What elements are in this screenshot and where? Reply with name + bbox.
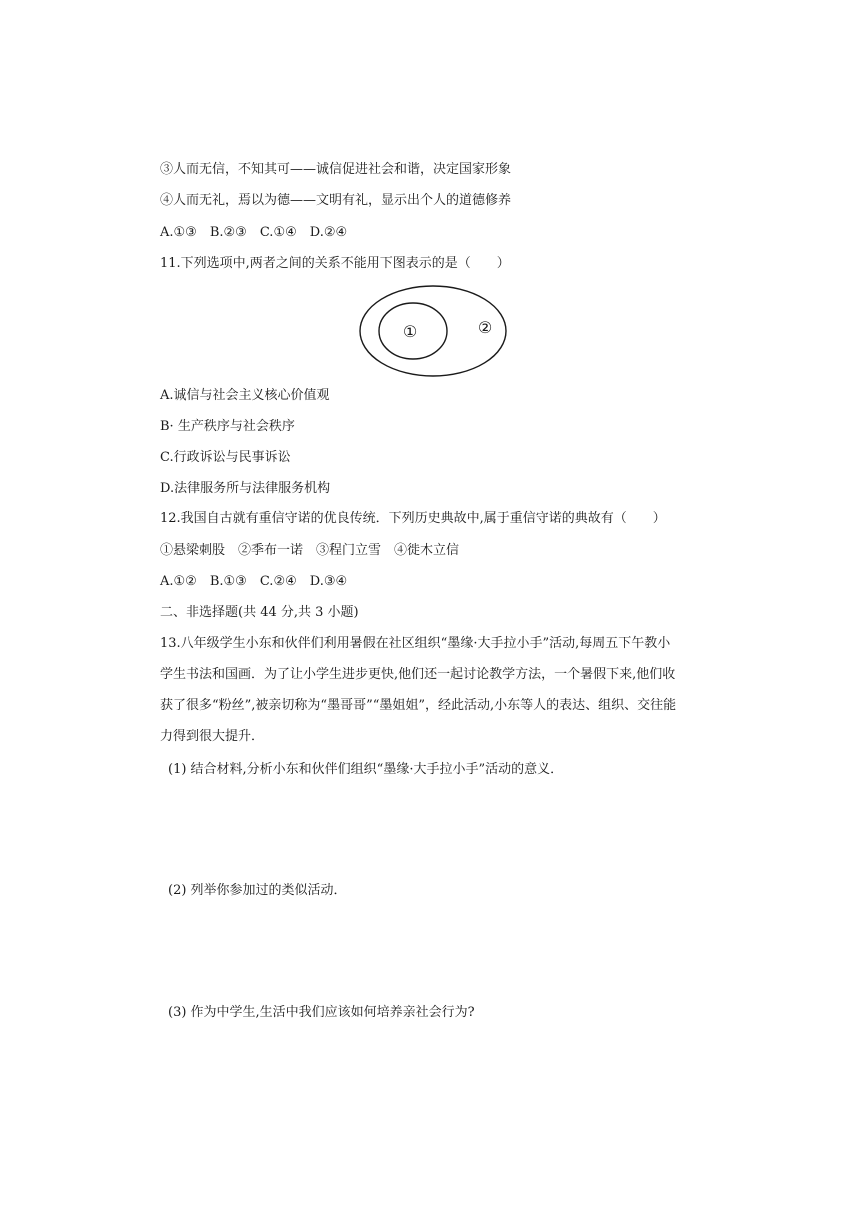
- q11-option-c: C.行政诉讼与民事诉讼: [160, 450, 291, 465]
- q13-stem-line-3: 获了很多“粉丝”,被亲切称为“墨哥哥”“墨姐姐”，经此活动,小东等人的表达、组织、交往能: [160, 698, 677, 713]
- outer-label: ②: [477, 318, 493, 337]
- q10-item-3: ③人而无信，不知其可——诚信促进社会和谐，决定国家形象: [160, 162, 512, 177]
- q13-sub-question-3: (3) 作为中学生,生活中我们应该如何培养亲社会行为?: [168, 1005, 475, 1020]
- q11-stem: 11.下列选项中,两者之间的关系不能用下图表示的是（ ）: [160, 256, 510, 271]
- q11-option-a: A.诚信与社会主义核心价值观: [160, 388, 330, 403]
- q13-stem-line-1: 13.八年级学生小东和伙伴们利用暑假在社区组织“墨缘·大手拉小手”活动,每周五下午教小: [160, 636, 671, 651]
- q12-options: A.①② B.①③ C.②④ D.③④: [160, 574, 348, 589]
- q12-items: ①悬梁刺股 ②季布一诺 ③程门立雪 ④徙木立信: [160, 543, 460, 558]
- venn-diagram: [358, 284, 508, 378]
- inner-label: ①: [402, 322, 418, 341]
- q10-options: A.①③ B.②③ C.①④ D.②④: [160, 225, 348, 240]
- q13-sub-question-2: (2) 列举你参加过的类似活动．: [168, 883, 347, 898]
- q13-sub-question-1: (1) 结合材料,分析小东和伙伴们组织“墨缘·大手拉小手”活动的意义．: [168, 762, 564, 777]
- q11-option-b: B· 生产秩序与社会秩序: [160, 419, 295, 434]
- q12-stem: 12.我国自古就有重信守诺的优良传统．下列历史典故中,属于重信守诺的典故有（ ）: [160, 511, 666, 526]
- q13-stem-line-4: 力得到很大提升．: [160, 729, 265, 744]
- q11-option-d: D.法律服务所与法律服务机构: [160, 481, 331, 496]
- q10-item-4: ④人而无礼，焉以为德——文明有礼，显示出个人的道德修养: [160, 193, 512, 208]
- section-title: 二、非选择题(共 44 分,共 3 小题): [160, 605, 359, 620]
- q13-stem-line-2: 学生书法和国画．为了让小学生进步更快,他们还一起讨论教学方法，一个暑假下来,他们收: [160, 667, 676, 682]
